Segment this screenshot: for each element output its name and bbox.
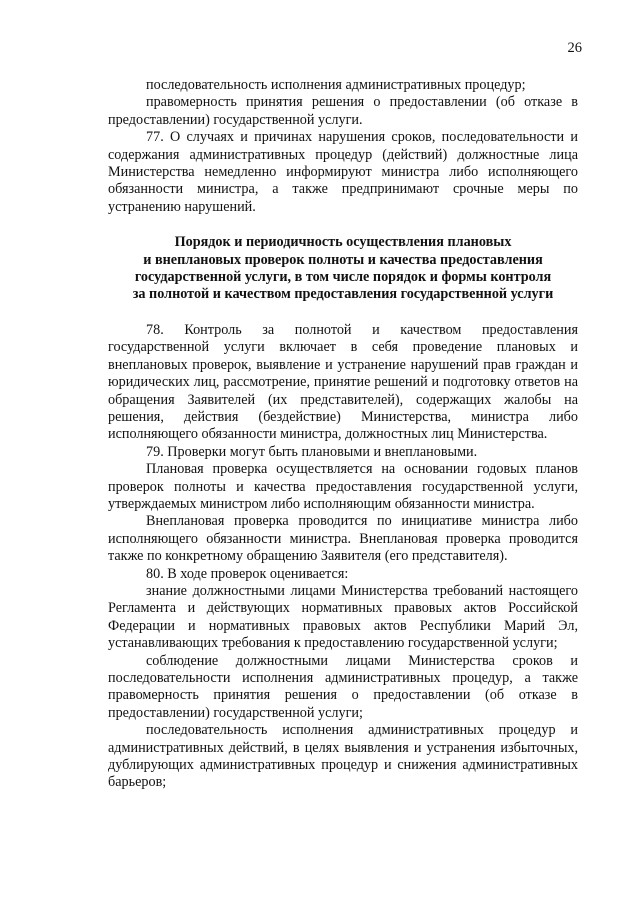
document-body	[108, 77, 578, 792]
heading-line: и внеплановых проверок полноты и качества предоставления	[143, 251, 543, 268]
paragraph: знание должностными лицами Министерства требований настоящего Регламента и действующих нормативных правовых актов Российской Федерации и нормативных правовых актов Республики Марий Эл, устанавливающих требования к предоставлению государственной услуги;	[108, 582, 578, 652]
paragraph: правомерность принятия решения о предоставлении (об отказе в предоставлении) государственной услуги.	[108, 94, 578, 128]
paragraph: последовательность исполнения административных процедур и административных действий, в целях выявления и устранения избыточных, дублирующих административных процедур и снижения административных барьеров;	[108, 722, 578, 791]
section-heading	[108, 234, 578, 304]
paragraph: соблюдение должностными лицами Министерства сроков и последовательности исполнения административных процедур, а также правомерность принятия решения о предоставлении (об отказе в предоставлении) государственной услуги;	[108, 652, 578, 721]
paragraph: 80. В ходе проверок оценивается:	[146, 565, 349, 582]
paragraph: 78. Контроль за полнотой и качеством предоставления государственной услуги включает в себя проведение плановых и внеплановых проверок, выявление и устранение нарушений прав граждан и юридических лиц, рассмотрение, принятие решений и подготовку ответов на обращения Заявителей (их представителей), содержащих жалобы на решения, действия (бездействие) Министерства, министра либо исполняющего обязанности министра, должностных лиц Министерства.	[108, 321, 578, 443]
paragraph: Внеплановая проверка проводится по инициативе министра либо исполняющего обязанности министра. Внеплановая проверка проводится также по конкретному обращению Заявителя (его представителя).	[108, 513, 578, 565]
paragraph: 79. Проверки могут быть плановыми и внеплановыми.	[146, 443, 478, 460]
heading-line: государственной услуги, в том числе порядок и формы контроля	[134, 269, 552, 286]
page-number: 26	[567, 40, 582, 56]
heading-line: Порядок и периодичность осуществления плановых	[174, 234, 512, 251]
paragraph: 77. О случаях и причинах нарушения сроков, последовательности и содержания административных процедур (действий) должностные лица Министерства немедленно информируют министра либо исполняющего обязанности министра, а также предпринимают срочные меры по устранению нарушений.	[108, 129, 578, 215]
paragraph: Плановая проверка осуществляется на основании годовых планов проверок полноты и качества предоставления государственной услуги, утверждаемых министром либо исполняющим обязанности министра.	[108, 461, 578, 512]
heading-line: за полнотой и качеством предоставления государственной услуги	[132, 286, 554, 303]
paragraph: последовательность исполнения административных процедур;	[146, 77, 526, 93]
